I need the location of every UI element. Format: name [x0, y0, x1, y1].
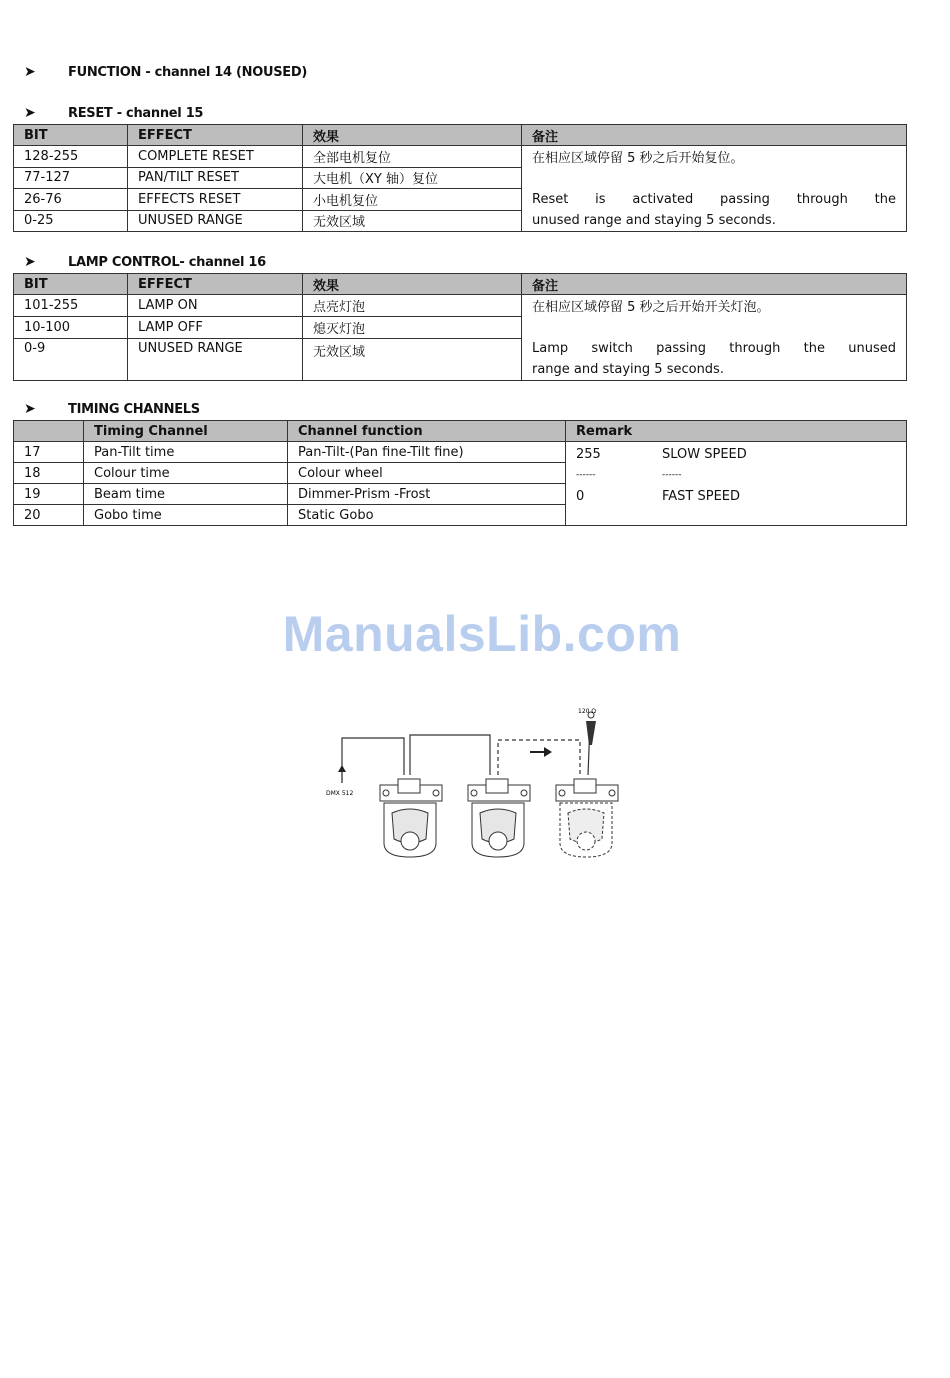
function-cell: Colour wheel	[288, 463, 566, 484]
effect-cell: LAMP ON	[128, 295, 303, 317]
channel-cell: 17	[14, 442, 84, 463]
header-remark-cn: 备注	[522, 125, 907, 146]
input-arrow-icon	[338, 765, 346, 783]
remark-en-line2: unused range and staying 5 seconds.	[532, 213, 776, 228]
bit-cell: 0-25	[14, 210, 128, 232]
bit-cell: 101-255	[14, 295, 128, 317]
heading-text: RESET - channel 15	[68, 105, 204, 121]
watermark: ManualsLib.com	[282, 606, 682, 662]
heading-function-14	[24, 64, 307, 80]
channel-cell: 20	[14, 505, 84, 526]
dmx-chain-diagram	[320, 705, 660, 865]
arrow-bullet-icon: ➤	[24, 254, 36, 270]
heading-reset-15	[24, 105, 203, 121]
terminator-plug-icon	[586, 712, 596, 745]
channel-cell: 19	[14, 484, 84, 505]
remark-cell	[566, 442, 907, 526]
table-row	[14, 442, 907, 463]
dmx-input-cable	[342, 738, 404, 775]
table-header-row	[14, 274, 907, 295]
effect-cell: UNUSED RANGE	[128, 210, 303, 232]
remark-cell	[522, 146, 907, 232]
effect-cn-cell: 熄灭灯泡	[303, 316, 522, 338]
header-effect-cn: 效果	[303, 125, 522, 146]
bit-cell: 128-255	[14, 146, 128, 168]
dmx-input-label: DMX 512	[326, 790, 354, 797]
effect-cell: COMPLETE RESET	[128, 146, 303, 168]
timing-cell: Colour time	[84, 463, 288, 484]
direction-arrow-icon	[530, 747, 552, 757]
reset-table	[13, 124, 907, 232]
remark-slow: 255 SLOW SPEED	[576, 447, 747, 462]
effect-cell: EFFECTS RESET	[128, 189, 303, 211]
fixture-3	[556, 779, 618, 857]
remark-fast: 0 FAST SPEED	[576, 489, 741, 504]
header-effect-cn: 效果	[303, 274, 522, 295]
function-cell: Pan-Tilt-(Pan fine-Tilt fine)	[288, 442, 566, 463]
bit-cell: 10-100	[14, 316, 128, 338]
effect-cell: UNUSED RANGE	[128, 338, 303, 381]
remark-cell	[522, 295, 907, 381]
effect-cell: PAN/TILT RESET	[128, 167, 303, 189]
header-effect: EFFECT	[128, 125, 303, 146]
function-cell: Static Gobo	[288, 505, 566, 526]
fixture-1	[380, 779, 442, 857]
effect-cn-cell: 无效区域	[303, 210, 522, 232]
heading-timing	[24, 401, 200, 417]
arrow-bullet-icon: ➤	[24, 105, 36, 121]
header-timing-channel: Timing Channel	[84, 421, 288, 442]
heading-text: LAMP CONTROL- channel 16	[68, 254, 266, 270]
timing-table	[13, 420, 907, 526]
table-header-row	[14, 125, 907, 146]
remark-en-line1: Reset is activated passing through the	[532, 192, 896, 207]
link-cable-2	[498, 740, 580, 775]
effect-cn-cell: 全部电机复位	[303, 146, 522, 168]
remark-cn: 在相应区域停留 5 秒之后开始复位。	[532, 151, 744, 166]
remark-en-line2: range and staying 5 seconds.	[532, 362, 724, 377]
timing-cell: Gobo time	[84, 505, 288, 526]
remark-en-line1: Lamp switch passing through the unused	[532, 341, 896, 356]
terminator-label: 120 Ω	[578, 708, 596, 715]
header-channel	[14, 421, 84, 442]
bit-cell: 77-127	[14, 167, 128, 189]
effect-cn-cell: 小电机复位	[303, 189, 522, 211]
function-cell: Dimmer-Prism -Frost	[288, 484, 566, 505]
header-bit: BIT	[14, 125, 128, 146]
remark-cn: 在相应区域停留 5 秒之后开始开关灯泡。	[532, 300, 770, 315]
lamp-table	[13, 273, 907, 381]
link-cable-1	[410, 735, 490, 775]
header-remark: Remark	[566, 421, 907, 442]
header-effect: EFFECT	[128, 274, 303, 295]
header-remark-cn: 备注	[522, 274, 907, 295]
table-row	[14, 146, 907, 168]
effect-cell: LAMP OFF	[128, 316, 303, 338]
timing-cell: Beam time	[84, 484, 288, 505]
heading-text: FUNCTION - channel 14 (NOUSED)	[68, 64, 308, 80]
timing-cell: Pan-Tilt time	[84, 442, 288, 463]
effect-cn-cell: 点亮灯泡	[303, 295, 522, 317]
heading-lamp-16	[24, 254, 266, 270]
fixture-2	[468, 779, 530, 857]
remark-range: ------ ------	[576, 470, 682, 480]
heading-text: TIMING CHANNELS	[68, 401, 200, 417]
header-bit: BIT	[14, 274, 128, 295]
effect-cn-cell: 大电机（XY 轴）复位	[303, 167, 522, 189]
bit-cell: 0-9	[14, 338, 128, 381]
arrow-bullet-icon: ➤	[24, 401, 36, 417]
effect-cn-cell: 无效区域	[303, 338, 522, 381]
table-row	[14, 295, 907, 317]
arrow-bullet-icon: ➤	[24, 64, 36, 80]
channel-cell: 18	[14, 463, 84, 484]
bit-cell: 26-76	[14, 189, 128, 211]
table-header-row	[14, 421, 907, 442]
header-channel-function: Channel function	[288, 421, 566, 442]
